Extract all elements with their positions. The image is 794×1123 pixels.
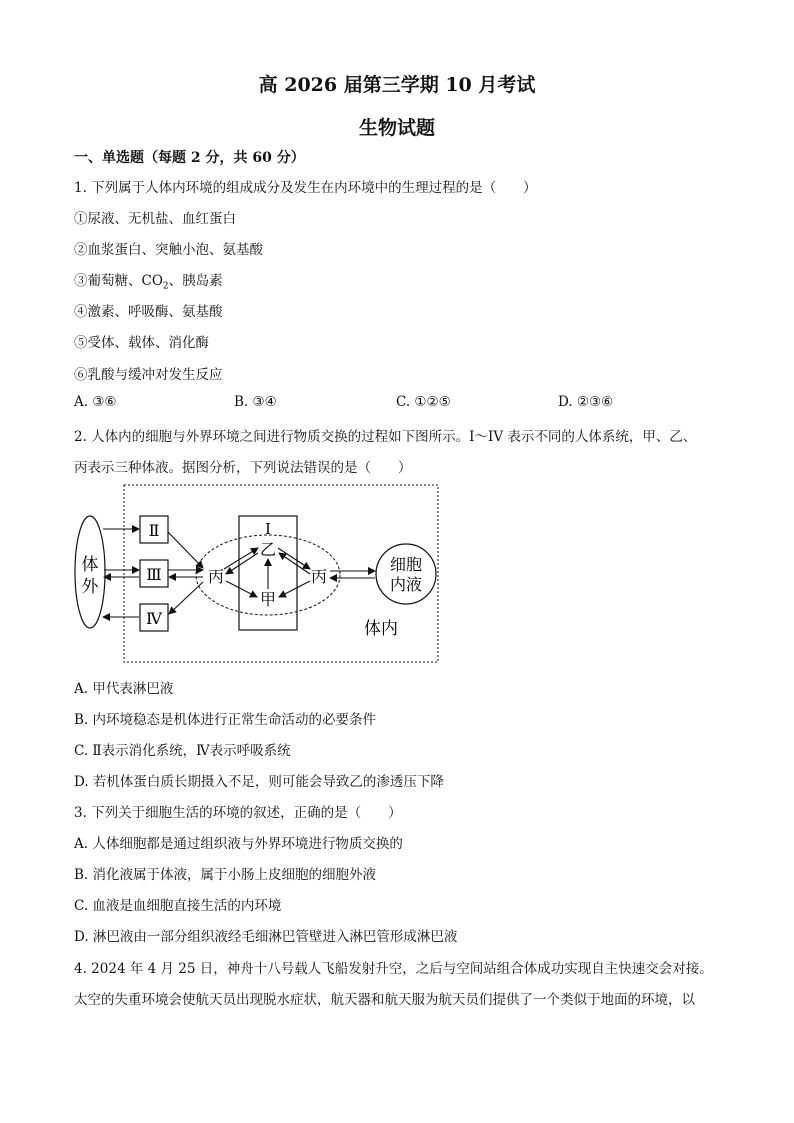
q1-item-3-sub: 2	[162, 281, 169, 292]
inside-body-label: 体内	[364, 619, 398, 639]
q1-item-2: ②血浆蛋白、突触小泡、氨基酸	[74, 242, 263, 258]
body-fluid-diagram	[70, 482, 450, 667]
q4-stem-line2: 太空的失重环境会使航天员出现脱水症状，航天器和航天服为航天员们提供了一个类似于地面的环境，以	[74, 992, 695, 1008]
exam-title: 高 2026 届第三学期 10 月考试	[258, 74, 536, 96]
q2-stem-line2: 丙表示三种体液。据图分析，下列说法错误的是（ ）	[74, 460, 412, 476]
q2-option-c: C. Ⅱ表示消化系统，Ⅳ表示呼吸系统	[74, 743, 291, 759]
system-4-label: Ⅳ	[146, 609, 162, 628]
q1-option-b: B. ③④	[234, 394, 277, 410]
system-3-label: Ⅲ	[146, 565, 162, 584]
q2-stem-line1: 2. 人体内的细胞与外界环境之间进行物质交换的过程如下图所示。I～IV 表示不同的人体系统，甲、乙、	[74, 429, 697, 445]
q1-item-5: ⑤受体、载体、消化酶	[74, 335, 209, 351]
q1-option-c: C. ①②⑤	[396, 394, 451, 410]
q1-item-3-text: ③葡萄糖、CO	[74, 273, 163, 289]
q3-option-a: A. 人体细胞都是通过组织液与外界环境进行物质交换的	[74, 836, 403, 852]
q1-item-4: ④激素、呼吸酶、氨基酸	[74, 304, 223, 320]
q2-option-d: D. 若机体蛋白质长期摄入不足，则可能会导致乙的渗透压下降	[74, 774, 444, 790]
q2-option-b: B. 内环境稳态是机体进行正常生命活动的必要条件	[74, 712, 377, 728]
fluid-yi-label: 乙	[259, 540, 277, 559]
q1-stem: 1. 下列属于人体内环境的组成成分及发生在内环境中的生理过程的是（ ）	[74, 180, 537, 196]
q1-item-6: ⑥乳酸与缓冲对发生反应	[74, 367, 223, 383]
q1-item-3-tail: 、胰岛素	[168, 273, 223, 289]
q3-option-d: D. 淋巴液由一部分组织液经毛细淋巴管壁进入淋巴管形成淋巴液	[74, 929, 458, 945]
cell-fluid-label-top: 细胞	[389, 555, 423, 574]
q1-item-3	[74, 269, 223, 292]
q1-option-d: D. ②③⑥	[558, 394, 614, 410]
system-1-label: Ⅰ	[265, 520, 271, 538]
q4-stem-line1: 4. 2024 年 4 月 25 日，神舟十八号载人飞船发射升空，之后与空间站组合体成功实现自主快速交会对接。	[74, 961, 713, 977]
q3-option-b: B. 消化液属于体液，属于小肠上皮细胞的细胞外液	[74, 867, 377, 883]
cell-fluid-label-bottom: 内液	[389, 575, 423, 594]
outside-label-bottom: 外	[81, 577, 99, 597]
section-heading: 一、单选题（每题 2 分，共 60 分）	[74, 150, 305, 166]
system-2-label: Ⅱ	[148, 521, 160, 540]
fluid-jia-label: 甲	[259, 590, 277, 609]
q1-item-1: ①尿液、无机盐、血红蛋白	[74, 211, 236, 227]
q2-option-a: A. 甲代表淋巴液	[74, 681, 174, 697]
q3-stem: 3. 下列关于细胞生活的环境的叙述，正确的是（ ）	[74, 805, 402, 821]
fluid-bing-left-label: 丙	[207, 567, 225, 586]
outside-label-top: 体	[81, 555, 99, 575]
cell-fluid-circle	[376, 544, 436, 604]
fluid-bing-right-label: 丙	[310, 567, 328, 586]
q1-option-a: A. ③⑥	[74, 394, 117, 410]
exam-subtitle: 生物试题	[358, 117, 435, 139]
q3-option-c: C. 血液是血细胞直接生活的内环境	[74, 898, 282, 914]
